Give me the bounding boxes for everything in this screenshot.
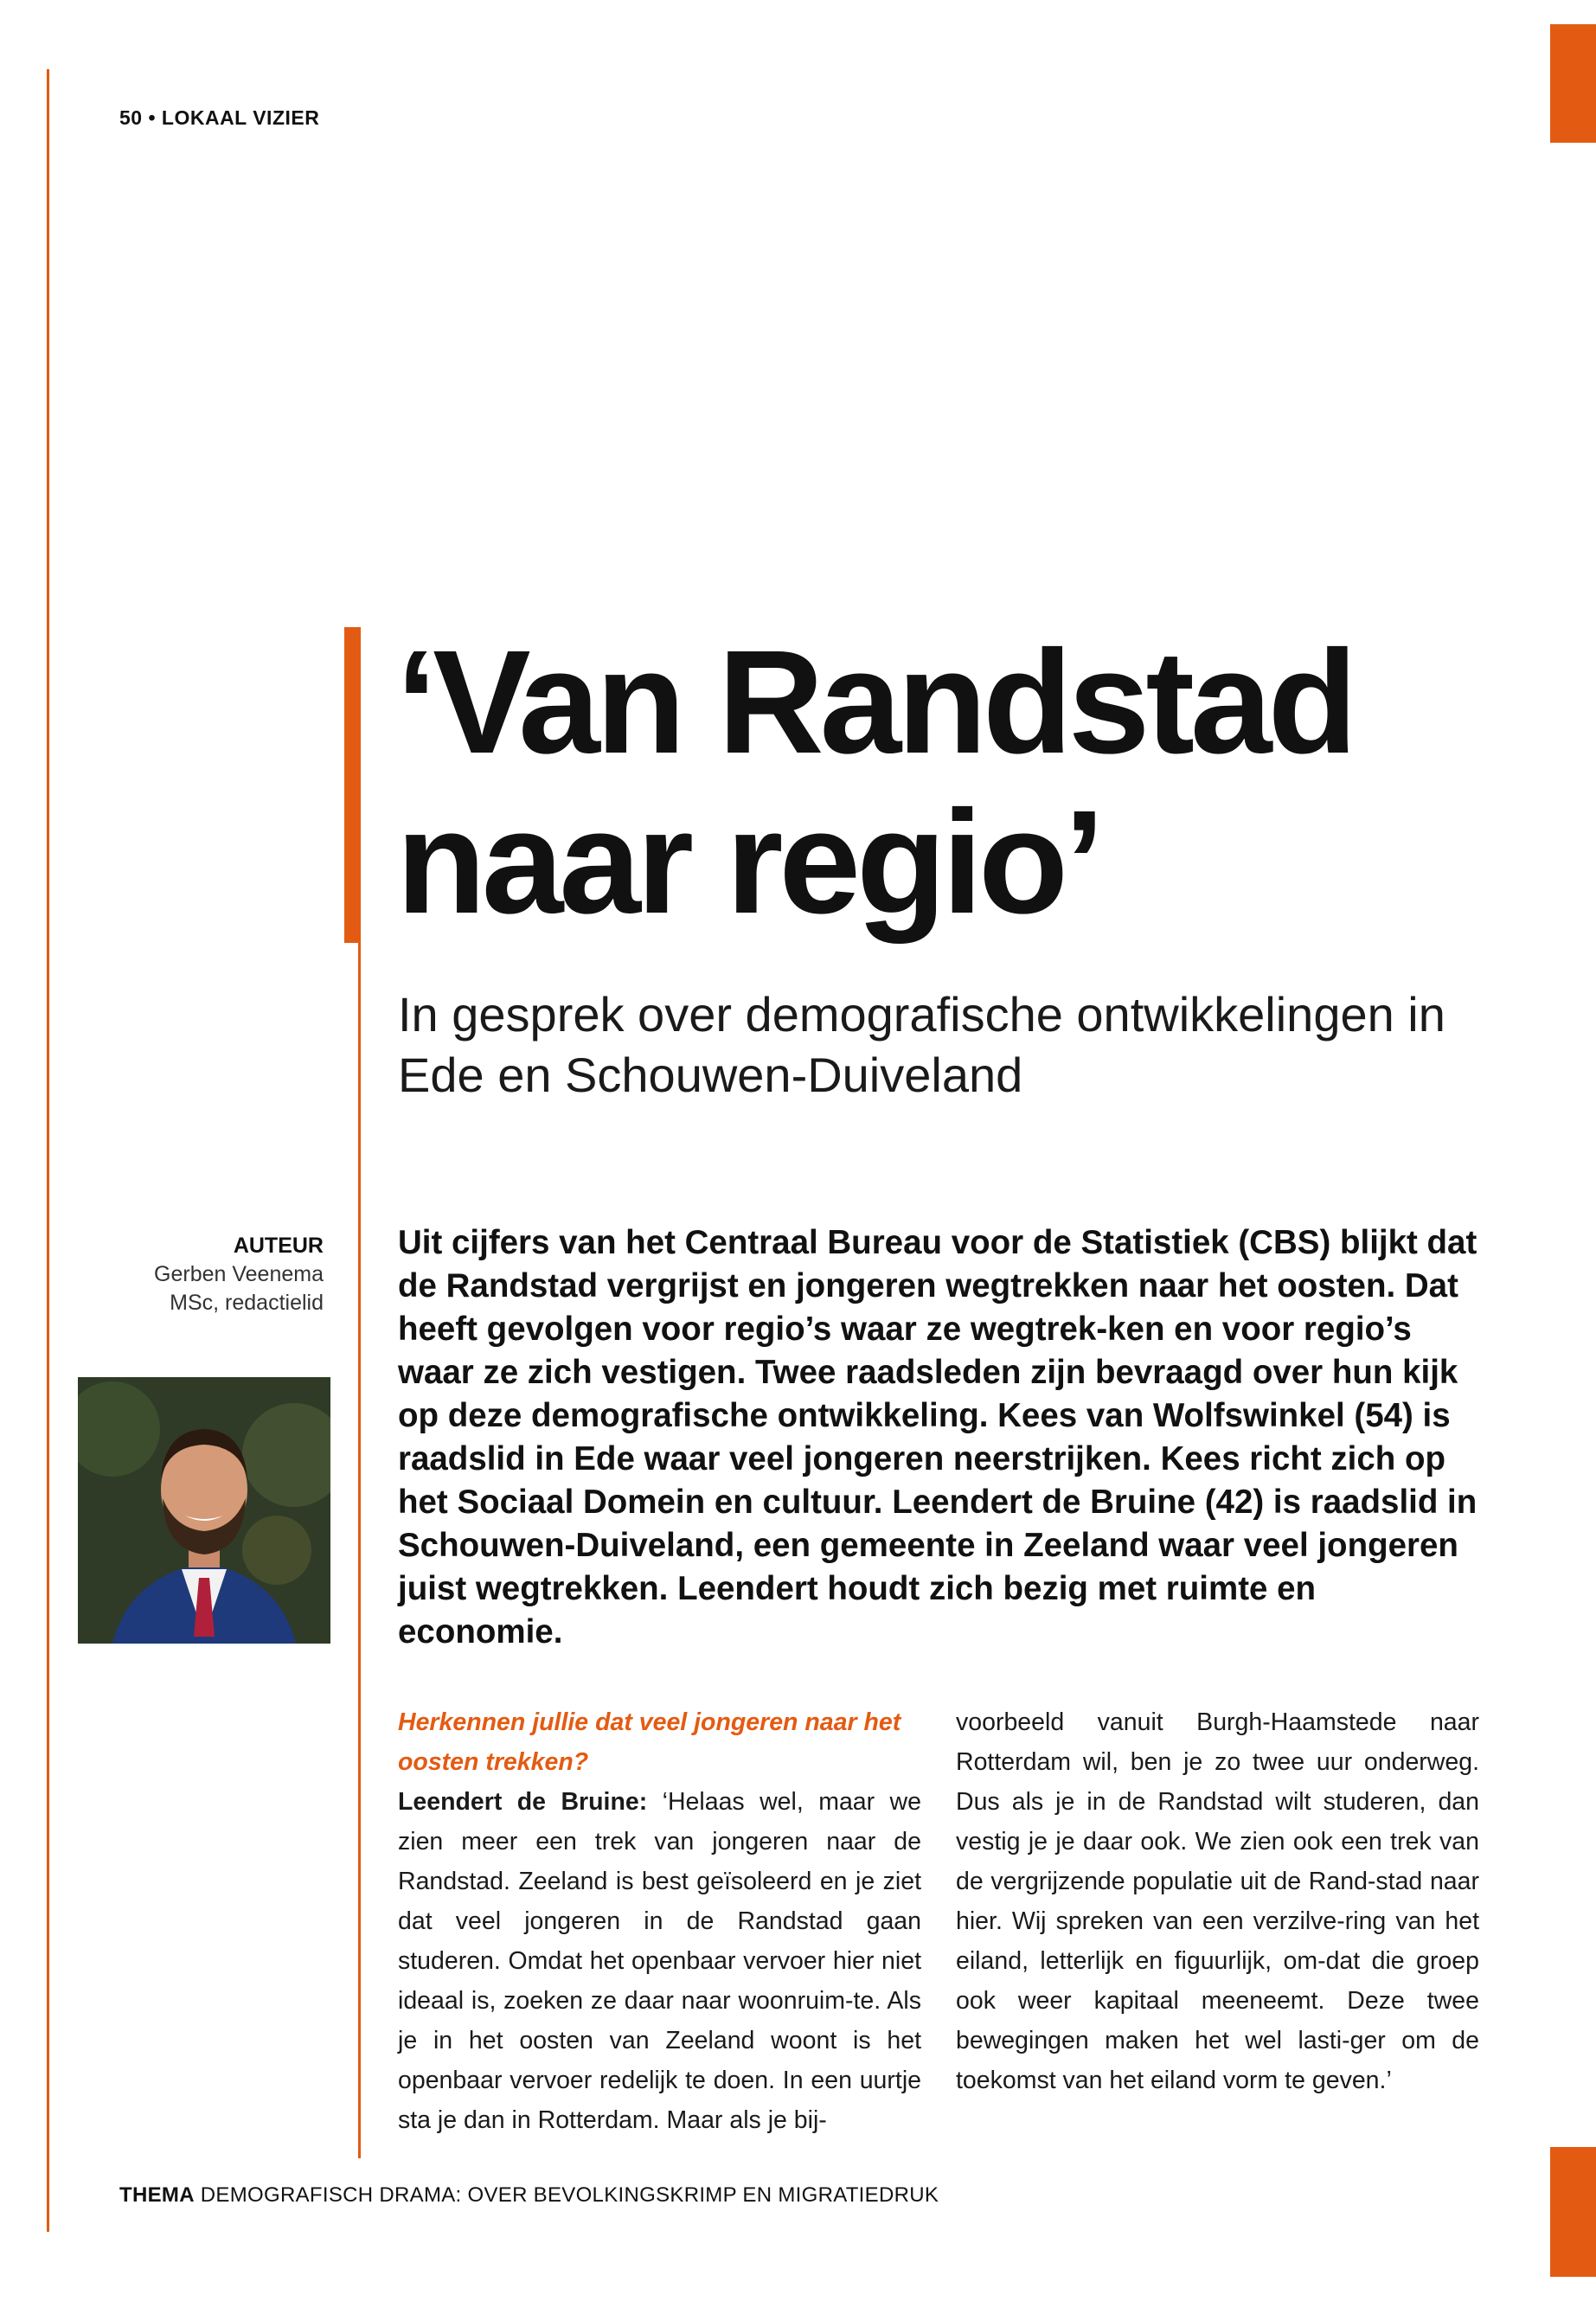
margin-rule <box>47 69 49 2232</box>
footer-label: THEMA <box>119 2183 195 2207</box>
article-title: ‘Van Randstad naar regio’ <box>396 620 1354 945</box>
running-header: 50 • LOKAAL VIZIER <box>119 106 320 129</box>
answer-text: ‘Helaas wel, maar we zien meer een trek van jongeren naar de Randstad. Zeeland is best geïsoleerd en je ziet dat veel jongeren in de Randstad gaan studeren. Omdat het openbaar vervoer hier niet ideaal is, zoeken ze daar naar woonruim-te. Als je in het oosten van Zeeland woont is het openbaar vervoer redelijk te doen. In een uurtje sta je dan in Rotterdam. Maar als je bij- <box>398 1788 921 2134</box>
interview-question: Herkennen jullie dat veel jongeren naar het oosten trekken? <box>398 1708 901 1776</box>
author-label: AUTEUR <box>233 1234 324 1258</box>
speaker-name: Leendert de Bruine: <box>398 1788 648 1816</box>
body-column-right <box>956 1702 1479 2100</box>
footer <box>119 2183 939 2208</box>
author-name: Gerben Veenema MSc, redactielid <box>154 1262 324 1315</box>
article-intro: Uit cijfers van het Centraal Bureau voor de Statistiek (CBS) blijkt dat de Randstad vergrijst en jongeren wegtrekken naar het oosten. Dat heeft gevolgen voor regio’s waar ze wegtrek-ken en voor regio’s waar ze zich vestigen. Twee raadsleden zijn bevraagd over hun kijk op deze demografische ontwikkeling. Kees van Wolfswinkel (54) is raadslid in Ede waar veel jongeren neerstrijken. Kees richt zich op het Sociaal Domein en cultuur. Leendert de Bruine (42) is raadslid in Schouwen-Duiveland, een gemeente in Zeeland waar veel jongeren juist wegtrekken. Leendert houdt zich bezig met ruimte en economie. <box>398 1224 1477 1650</box>
body-column-left <box>398 1702 921 2140</box>
portrait-icon <box>78 1377 330 1644</box>
author-block <box>125 1232 324 1317</box>
answer-text-continued: voorbeeld vanuit Burgh-Haamstede naar Rotterdam wil, ben je zo twee uur onderweg. Dus als je in de Randstad wilt studeren, dan vestig je je daar ook. We zien ook een trek van de vergrijzende populatie uit de Rand-stad naar hier. Wij spreken van een verzilve-ring van het eiland, letterlijk en figuurlijk, om-dat die groep ook weer kapitaal meeneemt. Deze twee bewegingen maken het wel lasti-ger om de toekomst van het eiland vorm te geven.’ <box>956 1708 1479 2094</box>
title-accent-bar <box>344 627 361 943</box>
column-rule <box>358 943 361 2158</box>
article-subtitle: In gesprek over demografische ontwikkelingen in Ede en Schouwen-Duiveland <box>398 987 1445 1102</box>
page-edge-tab-top <box>1550 24 1596 143</box>
page-edge-tab-bottom <box>1550 2147 1596 2277</box>
footer-text: DEMOGRAFISCH DRAMA: OVER BEVOLKINGSKRIMP EN MIGRATIEDRUK <box>200 2183 939 2207</box>
author-photo <box>78 1377 330 1644</box>
